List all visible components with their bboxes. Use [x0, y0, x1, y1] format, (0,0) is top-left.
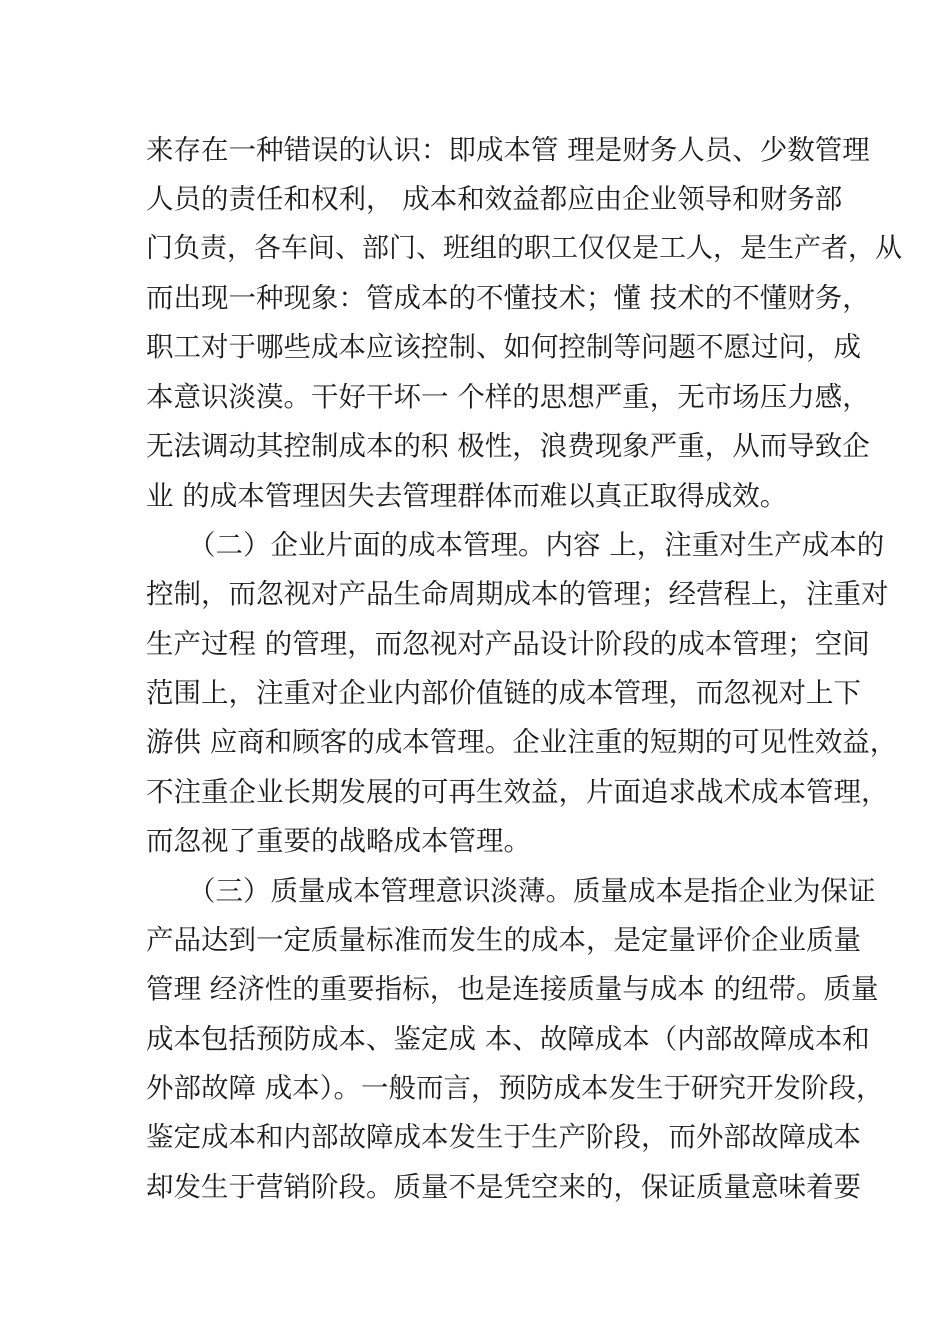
text-line: 游供 应商和顾客的成本管理。企业注重的短期的可见性效益， [146, 726, 898, 758]
text-line: 范围上，注重对企业内部价值链的成本管理，而忽视对上下 [146, 677, 861, 709]
paragraph-heading-line: （三）质量成本管理意识淡薄。质量成本是指企业为保证 [188, 875, 876, 907]
text-line: 生产过程 的管理，而忽视对产品设计阶段的成本管理；空间 [146, 628, 870, 660]
text-line: 业 的成本管理因失去管理群体而难以真正取得成效。 [146, 480, 788, 512]
text-line: 而忽视了重要的战略成本管理。 [146, 825, 531, 857]
text-line: 外部故障 成本）。一般而言，预防成本发生于研究开发阶段， [146, 1072, 884, 1104]
text-line: 成本包括预防成本、鉴定成 本、故障成本（内部故障成本和 [146, 1023, 870, 1055]
text-line: 控制，而忽视对产品生命周期成本的管理；经营程上，注重对 [146, 578, 889, 610]
text-line: 产品达到一定质量标准而发生的成本，是定量评价企业质量 [146, 924, 861, 956]
text-line: 无法调动其控制成本的积 极性，浪费现象严重，从而导致企 [146, 430, 870, 462]
paragraph-heading-line: （二）企业片面的成本管理。内容 上，注重对生产成本的 [188, 529, 885, 561]
text-line: 鉴定成本和内部故障成本发生于生产阶段，而外部故障成本 [146, 1121, 861, 1153]
text-line: 而出现一种现象：管成本的不懂技术；懂 技术的不懂财务， [146, 282, 870, 314]
text-line: 管理 经济性的重要指标，也是连接质量与成本 的纽带。质量 [146, 973, 879, 1005]
text-line: 不注重企业长期发展的可再生效益，片面追求战术成本管理， [146, 776, 889, 808]
text-line: 门负责，各车间、部门、班组的职工仅仅是工人，是生产者，从 [146, 233, 902, 264]
text-line: 本意识淡漠。干好干坏一 个样的思想严重，无市场压力感， [146, 381, 870, 413]
text-line: 却发生于营销阶段。质量不是凭空来的，保证质量意味着要 [146, 1171, 861, 1203]
text-line: 职工对于哪些成本应该控制、如何控制等问题不愿过问，成 [146, 331, 861, 363]
text-line: 人员的责任和权利， 成本和效益都应由企业领导和财务部 [146, 183, 843, 215]
text-line: 来存在一种错误的认识：即成本管 理是财务人员、少数管理 [146, 134, 870, 166]
